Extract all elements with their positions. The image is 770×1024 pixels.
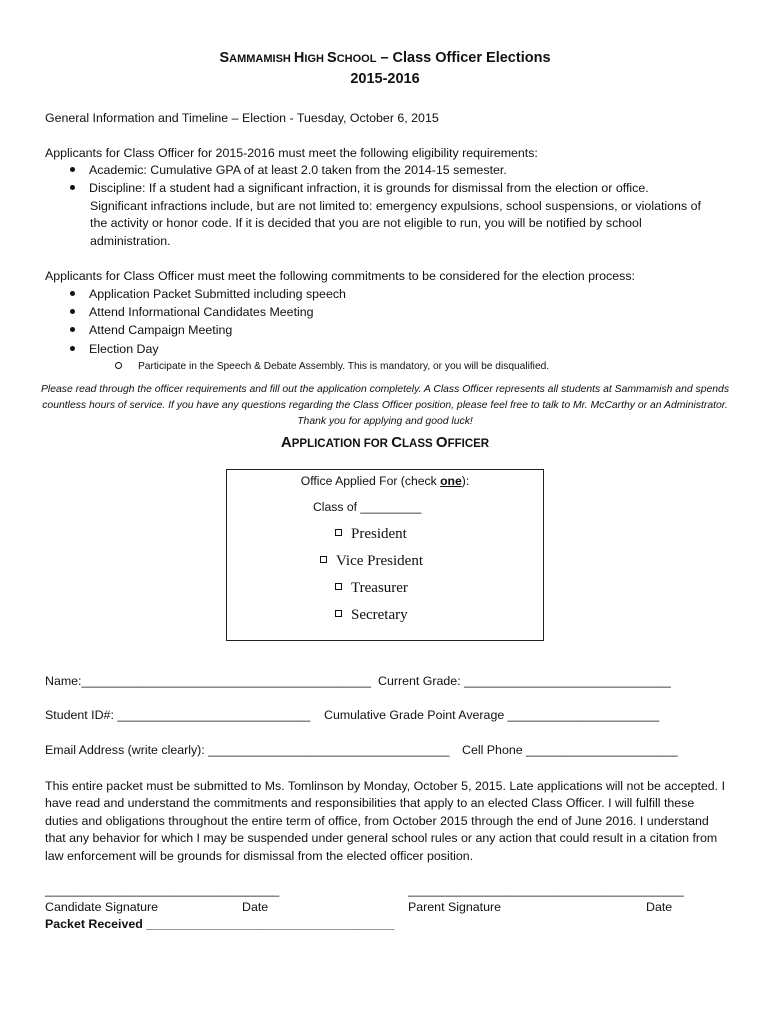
class-of-field[interactable]: Class of _________	[313, 500, 422, 514]
agreement-text: This entire packet must be submitted to Ms. Tomlinson by Monday, October 5, 2015. Late applications will not be accepted. I have read and understand the commitments and responsibilities that apply to an elected Class Officer. I will fulfill these duties and obligations throughout the entire term of office, from October 2015 through the end of June 2016. I understand that any behavior for which I may be suspended under general school rules or any action that could result in a citation from law enforcement will be grounds for dismissal from the elected officer position.	[45, 779, 726, 863]
bullet-icon	[70, 346, 75, 351]
page-title: SAMMAMISH HIGH SCHOOL – Class Officer Elections	[219, 50, 551, 66]
page-year: 2015-2016	[350, 71, 420, 87]
notice-text: Please read through the officer requirements and fill out the application completely. A Class Officer represents all students at Sammamish and spends countless hours of service. If you have any questions regarding the Class Officer position, please feel free to talk to Mr. McCarthy or an Administrator. Thank you for applying and good luck!	[40, 384, 730, 427]
sub-bullet-icon	[115, 362, 122, 369]
general-info: General Information and Timeline – Election - Tuesday, October 6, 2015	[45, 111, 439, 125]
office-option-secretary[interactable]: Secretary	[335, 606, 408, 624]
eligibility-intro: Applicants for Class Officer for 2015-2016 must meet the following eligibility requirements:	[45, 146, 538, 160]
parent-signature-line[interactable]: ________________________________________	[408, 883, 684, 897]
bullet-icon	[70, 185, 75, 190]
email-field[interactable]: Email Address (write clearly): ___________________________________	[45, 743, 450, 757]
office-option-president[interactable]: President	[335, 525, 407, 543]
candidate-signature-label: Candidate Signature	[45, 900, 158, 914]
candidate-date-label: Date	[242, 900, 269, 914]
bullet-icon	[70, 327, 75, 332]
office-option-treasurer[interactable]: Treasurer	[335, 579, 408, 597]
packet-received[interactable]: Packet Received ____________________________________	[45, 917, 395, 931]
application-title: APPLICATION FOR CLASS OFFICER	[280, 434, 490, 451]
checkbox-icon[interactable]	[335, 583, 342, 590]
eligibility-discipline-line-3: the activity or honor code. If it is decided that you are not eligible to run, you will be notified by school	[90, 216, 642, 230]
current-grade-field[interactable]: Current Grade: ______________________________	[378, 674, 671, 688]
eligibility-discipline: Discipline: If a student had a significant infraction, it is grounds for dismissal from the election or office.	[70, 180, 649, 198]
parent-date-label: Date	[646, 900, 673, 914]
checkbox-icon[interactable]	[335, 529, 342, 536]
checkbox-icon[interactable]	[335, 610, 342, 617]
office-applied-for: Office Applied For (check one):	[300, 474, 470, 488]
office-option-vice-president[interactable]: Vice President	[320, 552, 423, 570]
parent-signature-label: Parent Signature	[408, 900, 501, 914]
eligibility-academic: Academic: Cumulative GPA of at least 2.0 taken from the 2014-15 semester.	[70, 162, 507, 180]
cell-phone-field[interactable]: Cell Phone ______________________	[462, 743, 678, 757]
name-field[interactable]: Name:__________________________________________	[45, 674, 371, 688]
eligibility-discipline-line-4: administration.	[90, 234, 171, 248]
gpa-field[interactable]: Cumulative Grade Point Average ______________________	[324, 708, 660, 722]
bullet-icon	[70, 167, 75, 172]
candidate-signature-line[interactable]: __________________________________	[45, 883, 280, 897]
commitment-item: Application Packet Submitted including speech	[70, 286, 346, 304]
commitment-item: Election Day	[70, 341, 159, 359]
eligibility-discipline-line-2: Significant infractions include, but are not limited to: emergency expulsions, school suspensions, or violations of	[90, 199, 701, 213]
commitment-sub-item: Participate in the Speech & Debate Assembly. This is mandatory, or you will be disqualified.	[115, 359, 549, 374]
checkbox-icon[interactable]	[320, 556, 327, 563]
student-id-field[interactable]: Student ID#: ____________________________	[45, 708, 311, 722]
commitment-item: Attend Informational Candidates Meeting	[70, 304, 314, 322]
bullet-icon	[70, 291, 75, 296]
commitment-item: Attend Campaign Meeting	[70, 322, 232, 340]
commitments-intro: Applicants for Class Officer must meet the following commitments to be considered for the election process:	[45, 269, 635, 283]
bullet-icon	[70, 309, 75, 314]
